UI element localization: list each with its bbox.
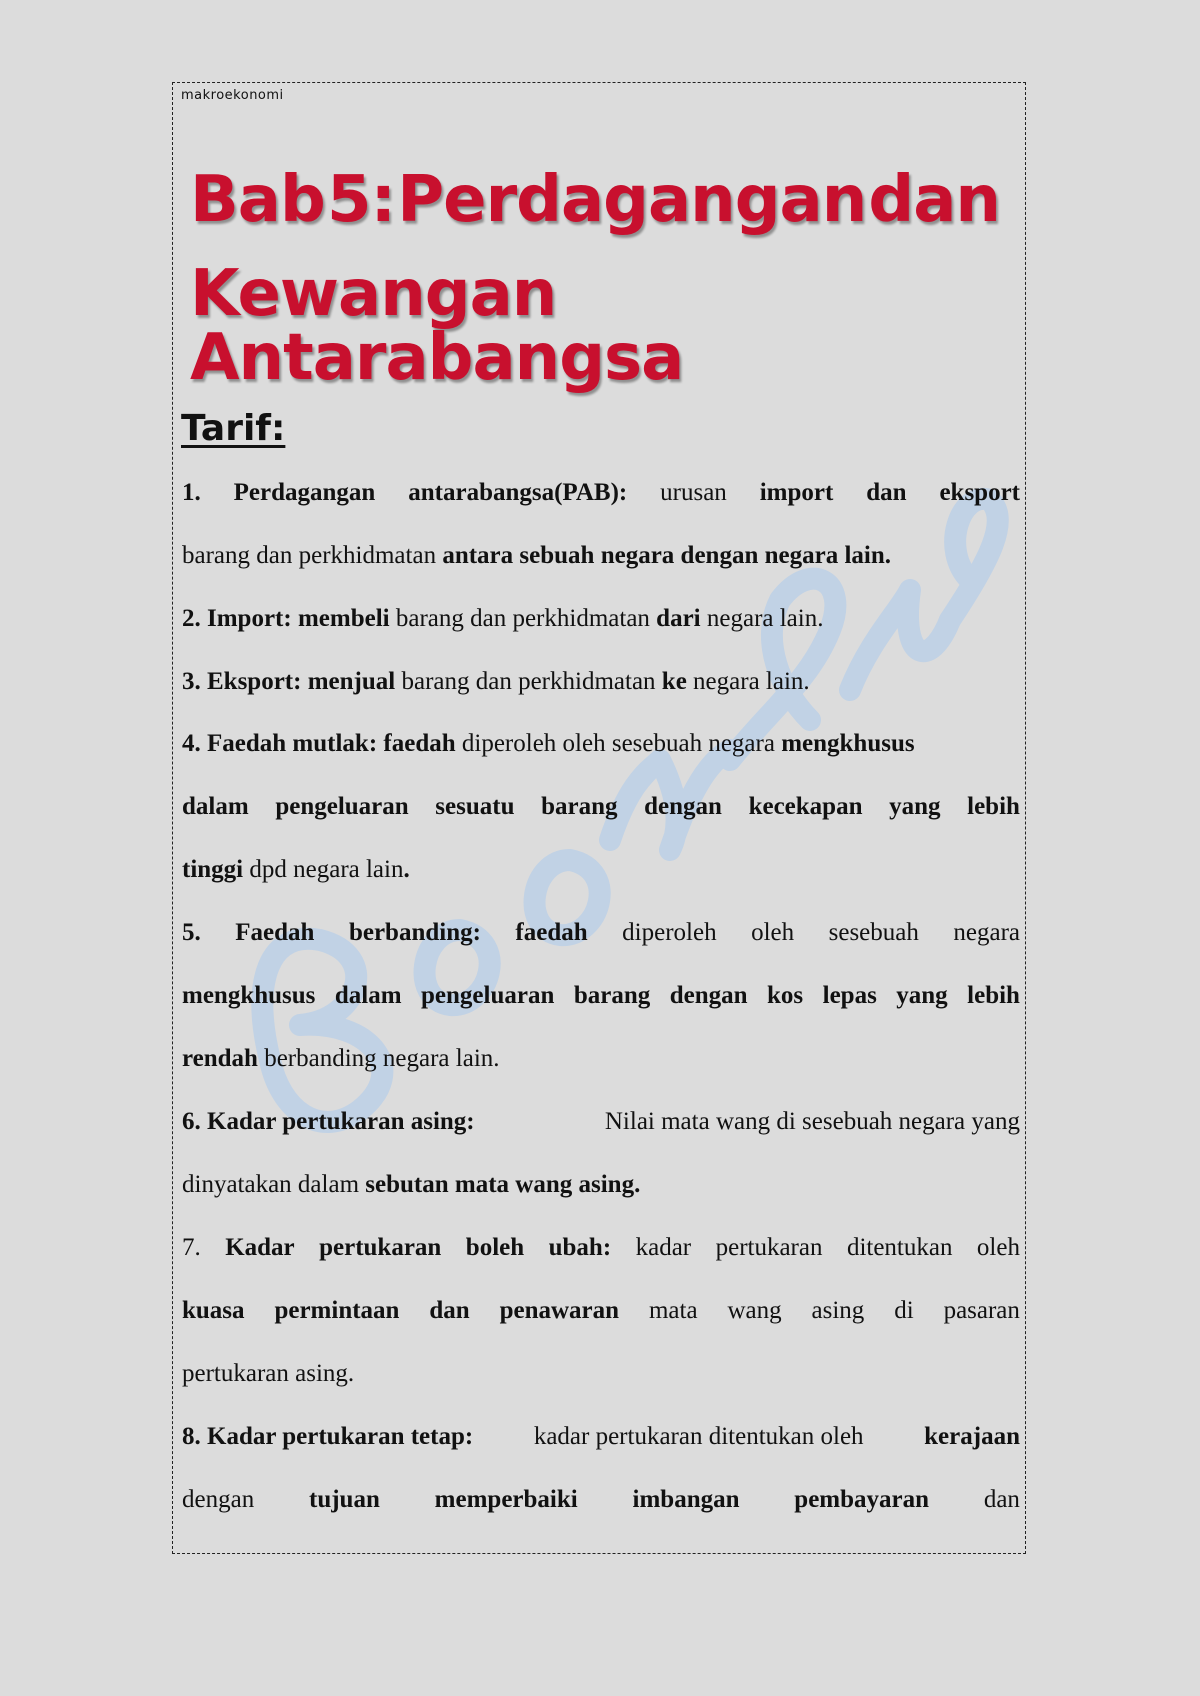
item-4-line-1: [182, 731, 1020, 756]
item-word: kuasa: [182, 1297, 245, 1324]
item-text-bold: rendah: [182, 1045, 258, 1072]
item-word: 1.: [182, 479, 201, 506]
item-text-bold: sebutan mata wang asing.: [365, 1171, 641, 1198]
item-word: kecekapan: [748, 793, 863, 820]
item-word: sesuatu: [435, 793, 515, 820]
title-word: Bab: [190, 163, 325, 237]
item-text-bold: antara sebuah negara dengan negara lain.: [442, 542, 891, 569]
item-8-line-1: [182, 1424, 1020, 1449]
item-text-bold: ke: [661, 668, 687, 695]
item-text: diperoleh oleh sesebuah negara: [455, 730, 782, 757]
item-text-bold: .: [403, 856, 410, 883]
item-word: mengkhusus: [182, 982, 316, 1009]
item-text-bold: 6. Kadar pertukaran asing:: [182, 1108, 475, 1135]
item-text-bold: dari: [656, 605, 701, 632]
item-7-line-1: [182, 1235, 1020, 1260]
item-word: penawaran: [499, 1297, 620, 1324]
chapter-title-line-2: Kewangan Antarabangsa: [190, 257, 684, 395]
item-word: boleh: [465, 1234, 525, 1261]
item-6-line-2: [182, 1172, 1020, 1197]
item-word: kos: [767, 982, 804, 1009]
item-7-line-2: [182, 1298, 1020, 1323]
item-word: dalam: [182, 793, 249, 820]
item-word: permintaan: [274, 1297, 400, 1324]
item-word: eksport: [939, 479, 1020, 506]
item-word: dalam: [334, 982, 402, 1009]
item-word: pengeluaran: [421, 982, 555, 1009]
item-word: imbangan: [632, 1486, 740, 1513]
item-word: 5.: [182, 919, 201, 946]
item-text: kadar pertukaran ditentukan oleh: [533, 1423, 864, 1450]
title-word: dan: [868, 163, 1000, 237]
item-word: di: [894, 1297, 914, 1324]
item-word: kadar: [635, 1234, 692, 1261]
chapter-title-line-1: [190, 163, 1000, 237]
item-1-line-2: [182, 543, 1020, 568]
item-word: dan: [429, 1297, 470, 1324]
item-word: tujuan: [309, 1486, 380, 1513]
item-word: dengan: [669, 982, 748, 1009]
item-word: dan: [983, 1486, 1020, 1513]
item-word: sesebuah: [828, 919, 919, 946]
item-text-bold: 3. Eksport: menjual: [182, 668, 396, 695]
item-1-line-1: [182, 480, 1020, 505]
item-text: dinyatakan dalam: [182, 1171, 366, 1198]
item-word: ubah:: [548, 1234, 612, 1261]
item-3-line-1: [182, 669, 1020, 694]
item-5-line-1: [182, 920, 1020, 945]
item-word: oleh: [976, 1234, 1020, 1261]
item-word: barang: [573, 982, 651, 1009]
item-text: negara lain.: [700, 605, 824, 632]
item-word: yang: [896, 982, 948, 1009]
item-word: 7.: [182, 1234, 201, 1261]
item-word: pertukaran: [715, 1234, 823, 1261]
item-text: negara lain.: [686, 668, 810, 695]
item-6-line-1: [182, 1109, 1020, 1134]
item-text-bold: 8. Kadar pertukaran tetap:: [182, 1423, 474, 1450]
item-4-line-2: [182, 794, 1020, 819]
item-word: oleh: [751, 919, 795, 946]
item-word: lebih: [967, 982, 1020, 1009]
item-word: yang: [889, 793, 941, 820]
item-7-line-3: pertukaran asing.: [182, 1360, 355, 1387]
item-word: Faedah: [235, 919, 315, 946]
item-5-line-2: [182, 983, 1020, 1008]
item-word: berbanding:: [348, 919, 481, 946]
item-word: Perdagangan: [233, 479, 376, 506]
section-heading: Tarif:: [181, 408, 286, 449]
item-text: dpd negara lain: [243, 856, 404, 883]
item-2-line-1: [182, 606, 1020, 631]
item-text: barang dan perkhidmatan: [389, 605, 657, 632]
item-word: negara: [953, 919, 1020, 946]
item-text: Nilai mata wang di sesebuah negara yang: [604, 1108, 1020, 1135]
item-text-bold: 2. Import: membeli: [182, 605, 390, 632]
item-text: berbanding negara lain.: [257, 1045, 500, 1072]
item-word: import: [759, 479, 834, 506]
item-text: barang dan perkhidmatan: [182, 542, 443, 569]
title-word: Perdagangan: [397, 163, 867, 237]
page-header: makroekonomi: [181, 88, 284, 103]
item-word: pertukaran: [319, 1234, 442, 1261]
item-text-bold: 4. Faedah mutlak: faedah: [182, 730, 456, 757]
item-5-line-3: [182, 1046, 1020, 1071]
item-word: pasaran: [943, 1297, 1020, 1324]
item-word: memperbaiki: [434, 1486, 578, 1513]
item-text-bold: tinggi: [182, 856, 244, 883]
item-4-line-3: [182, 857, 1020, 882]
title-word: 5:: [326, 163, 396, 237]
item-text: barang dan perkhidmatan: [395, 668, 662, 695]
item-word: pengeluaran: [275, 793, 409, 820]
item-word: dengan: [644, 793, 722, 820]
item-word: lebih: [967, 793, 1020, 820]
item-8-line-2: [182, 1487, 1020, 1512]
item-word: diperoleh: [622, 919, 717, 946]
item-text-bold: kerajaan: [924, 1423, 1020, 1450]
item-word: urusan: [660, 479, 727, 506]
item-word: barang: [541, 793, 618, 820]
item-word: ditentukan: [846, 1234, 953, 1261]
item-word: antarabangsa(PAB):: [408, 479, 628, 506]
item-word: dan: [866, 479, 907, 506]
item-word: Kadar: [225, 1234, 295, 1261]
item-word: pembayaran: [794, 1486, 930, 1513]
item-word: dengan: [182, 1486, 255, 1513]
item-word: wang: [727, 1297, 782, 1324]
item-word: asing: [811, 1297, 865, 1324]
item-word: lepas: [822, 982, 877, 1009]
item-word: mata: [648, 1297, 698, 1324]
item-text-bold: mengkhusus: [781, 730, 915, 757]
item-word: faedah: [515, 919, 588, 946]
